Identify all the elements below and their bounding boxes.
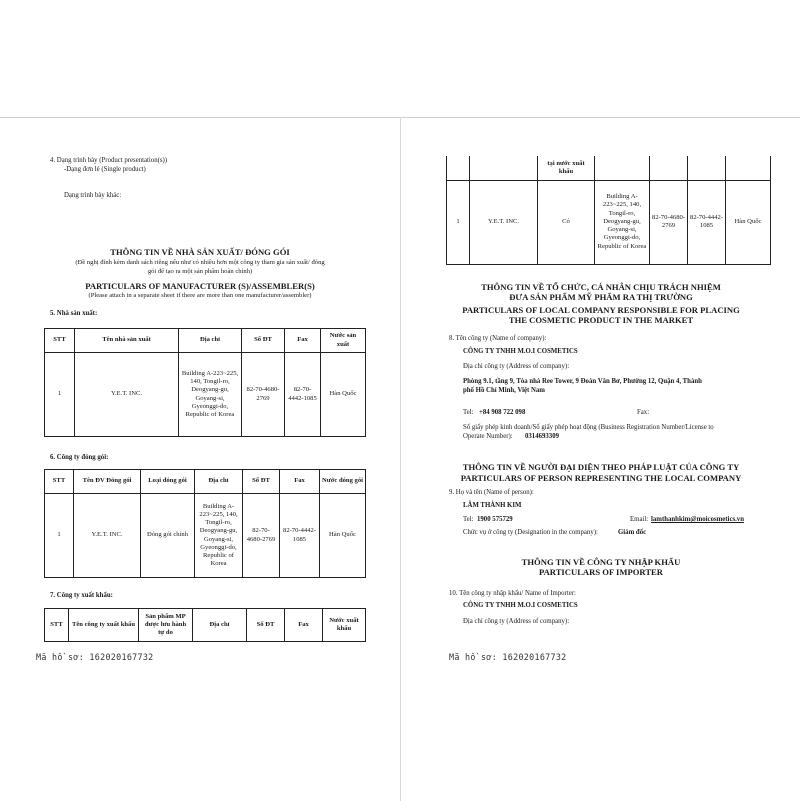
right-page bbox=[400, 117, 800, 801]
table-header: Địa chỉ bbox=[179, 329, 242, 353]
table-header: Số ĐT bbox=[243, 470, 280, 494]
table-header: Nước đóng gói bbox=[320, 470, 366, 494]
item6-label: 6. Công ty đóng gói: bbox=[50, 454, 109, 461]
table-header: Fax bbox=[285, 329, 321, 353]
representative-header-en: PARTICULARS OF PERSON REPRESENTING THE LOCAL COMPANY bbox=[460, 473, 742, 483]
table-header: STT bbox=[45, 470, 74, 494]
item10-label: 10. Tên công ty nhập khẩu/ Name of Importer: bbox=[449, 590, 576, 597]
table-header: Sản phẩm MP được lưu hành tự do bbox=[139, 609, 193, 642]
manufacturer-table bbox=[44, 328, 366, 437]
company-name: CÔNG TY TNHH M.O.I COSMETICS bbox=[463, 348, 578, 355]
license-label-1: Số giấy phép kinh doanh/Số giấy phép hoạt động (Business Registration Number/License to bbox=[463, 424, 714, 431]
tel-label: Tel: bbox=[463, 409, 474, 416]
table-cell: 82-70-4442-1085 bbox=[280, 494, 320, 578]
importer-header-vi: THÔNG TIN VỀ CÔNG TY NHẬP KHẨU bbox=[521, 557, 681, 567]
table-cell: 1 bbox=[45, 494, 74, 578]
table-header: Loại đóng gói bbox=[141, 470, 195, 494]
manufacturer-header-en: PARTICULARS OF MANUFACTURER (S)/ASSEMBLER(S) bbox=[85, 281, 315, 291]
exporter-table-continued bbox=[446, 156, 771, 265]
table-header: Tên ĐV Đóng gói bbox=[74, 470, 141, 494]
item4-title: 4. Dạng trình bày (Product presentation(s)) bbox=[50, 157, 168, 164]
representative-header-vi: THÔNG TIN VỀ NGƯỜI ĐẠI DIỆN THEO PHÁP LUẬT CỦA CÔNG TY bbox=[462, 462, 740, 472]
table-cell: Building A-223~225, 140, Tongil-ro, Deogyang-gu, Goyang-si, Gyeonggi-do, Republic of Korea bbox=[595, 180, 650, 264]
address-label: Địa chỉ công ty (Address of company): bbox=[463, 363, 570, 370]
license-value: 0314693309 bbox=[525, 433, 559, 440]
table-cell: 1 bbox=[45, 353, 75, 437]
local-company-header-en-2: THE COSMETIC PRODUCT IN THE MARKET bbox=[508, 315, 694, 325]
table-header: Địa chỉ bbox=[195, 470, 243, 494]
email-value[interactable]: lamthanhkim@moicosmetics.vn bbox=[651, 516, 744, 523]
person-tel-value: 1900 575729 bbox=[477, 516, 513, 523]
table-cell: 82-70-4680-2769 bbox=[650, 180, 688, 264]
table-row bbox=[45, 353, 366, 437]
file-code: Mã hồ sơ: 162020167732 bbox=[36, 652, 154, 662]
importer-address-label: Địa chỉ công ty (Address of company): bbox=[463, 618, 570, 625]
table-header: Nước xuất khẩu bbox=[323, 609, 366, 642]
table-header: Số ĐT bbox=[247, 609, 285, 642]
table-header: tại nước xuất khẩu bbox=[538, 156, 595, 180]
table-cell: 82-70-4680-2769 bbox=[242, 353, 285, 437]
table-cell: Hàn Quốc bbox=[726, 180, 771, 264]
item5-label: 5. Nhà sản xuất: bbox=[50, 310, 98, 317]
other-presentation-label: Dạng trình bày khác: bbox=[64, 192, 122, 199]
table-cell: Building A-223~225, 140, Tongil-ro, Deogyang-gu, Goyang-si, Gyeonggi-do, Republic of Korea bbox=[195, 494, 243, 578]
importer-header-en: PARTICULARS OF IMPORTER bbox=[538, 567, 663, 577]
left-page bbox=[0, 117, 400, 801]
table-cell: Có bbox=[538, 180, 595, 264]
address-value-2: phố Hồ Chí Minh, Việt Nam bbox=[463, 387, 545, 394]
tel-value: +84 908 722 098 bbox=[479, 409, 526, 416]
table-cell: Đóng gói chính bbox=[141, 494, 195, 578]
local-company-header-vi-2: ĐƯA SẢN PHẨM MỸ PHẨM RA THỊ TRƯỜNG bbox=[509, 292, 693, 302]
table-header: STT bbox=[45, 329, 75, 353]
license-label-2: Operate Number): bbox=[463, 433, 513, 440]
table-header: Tên công ty xuất khẩu bbox=[69, 609, 139, 642]
designation-value: Giám đốc bbox=[618, 529, 647, 536]
item8-label: 8. Tên công ty (Name of company): bbox=[449, 335, 547, 342]
table-cell: 82-70-4442-1085 bbox=[688, 180, 726, 264]
designation-label: Chức vụ ở công ty (Designation in the company): bbox=[463, 529, 598, 536]
item4-value: -Dạng đơn lẻ (Single product) bbox=[64, 166, 146, 173]
table-header: Địa chỉ bbox=[193, 609, 247, 642]
table-header: STT bbox=[45, 609, 69, 642]
table-cell: Y.E.T. INC. bbox=[470, 180, 538, 264]
item7-label: 7. Công ty xuất khẩu: bbox=[50, 592, 113, 599]
email-label: Email: bbox=[630, 516, 649, 523]
table-cell: 1 bbox=[447, 180, 470, 264]
table-cell: Building A-223~225, 140, Tongil-ro, Deogyang-gu, Goyang-si, Gyeonggi-do, Republic of Korea bbox=[179, 353, 242, 437]
table-cell: Y.E.T. INC. bbox=[74, 494, 141, 578]
table-header: Fax bbox=[280, 470, 320, 494]
table-header: Số ĐT bbox=[242, 329, 285, 353]
manufacturer-header-vi: THÔNG TIN VỀ NHÀ SẢN XUẤT/ ĐÓNG GÓI bbox=[110, 247, 290, 257]
packager-table bbox=[44, 469, 366, 578]
table-header: Tên nhà sản xuất bbox=[75, 329, 179, 353]
table-header: Fax bbox=[285, 609, 323, 642]
table-cell: Y.E.T. INC. bbox=[75, 353, 179, 437]
table-row bbox=[45, 494, 366, 578]
file-code: Mã hồ sơ: 162020167732 bbox=[449, 652, 567, 662]
local-company-header-vi-1: THÔNG TIN VỀ TỔ CHỨC, CÁ NHÂN CHỊU TRÁCH NHIỆM bbox=[481, 282, 721, 292]
table-cell: Hàn Quốc bbox=[321, 353, 366, 437]
exporter-table bbox=[44, 608, 366, 642]
manufacturer-note-vi-2: gói để tạo ra một sản phẩm hoàn chỉnh) bbox=[147, 268, 253, 275]
table-cell: 82-70-4442-1085 bbox=[285, 353, 321, 437]
importer-name: CÔNG TY TNHH M.O.I COSMETICS bbox=[463, 602, 578, 609]
table-header: Nước sản xuất bbox=[321, 329, 366, 353]
table-cell: 82-70-4680-2769 bbox=[243, 494, 280, 578]
table-row bbox=[447, 180, 771, 264]
address-value-1: Phòng 9.1, tầng 9, Tòa nhà Ree Tower, 9 Đoàn Văn Bơ, Phường 12, Quận 4, Thành bbox=[463, 378, 702, 385]
manufacturer-note-vi-1: (Đề nghị đính kèm danh sách riêng nếu như có nhiều hơn một công ty tham gia sản xuất/ đóng bbox=[75, 259, 325, 266]
local-company-header-en-1: PARTICULARS OF LOCAL COMPANY RESPONSIBLE FOR PLACING bbox=[462, 305, 740, 315]
table-cell: Hàn Quốc bbox=[320, 494, 366, 578]
person-name: LÂM THÀNH KIM bbox=[463, 502, 522, 509]
fax-label: Fax: bbox=[637, 409, 650, 416]
person-tel-label: Tel: bbox=[463, 516, 474, 523]
item9-label: 9. Họ và tên (Name of person): bbox=[449, 489, 534, 496]
manufacturer-note-en: (Please attach in a separate sheet if there are more than one manufacturer/assembler) bbox=[88, 292, 312, 299]
